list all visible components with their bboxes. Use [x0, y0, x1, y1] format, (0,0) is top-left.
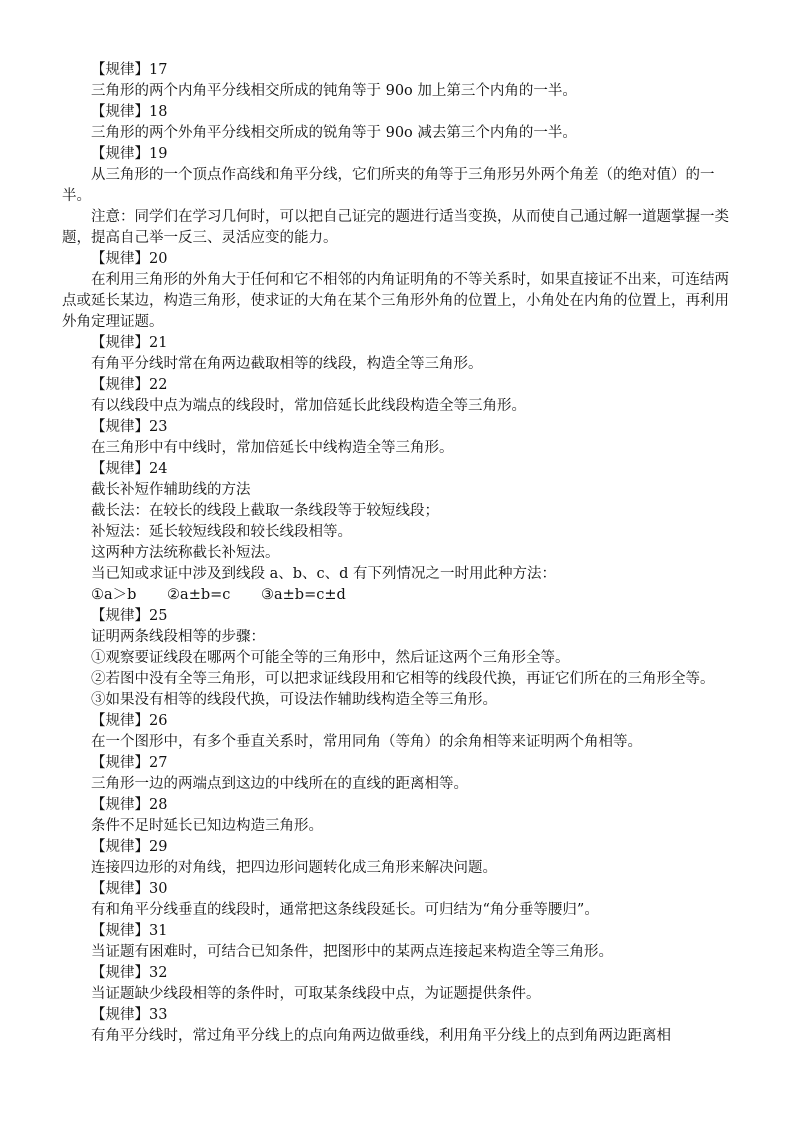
rule-28-text: 条件不足时延长已知边构造三角形。: [91, 818, 323, 834]
rule-22-text: 有以线段中点为端点的线段时，常加倍延长此线段构造全等三角形。: [91, 398, 526, 414]
rule-26-text: 在一个图形中，有多个垂直关系时，常用同角（等角）的余角相等来证明两个角相等。: [91, 734, 642, 750]
rule-19-heading: 【规律】19: [91, 146, 168, 162]
rule-23-text: 在三角形中有中线时，常加倍延长中线构造全等三角形。: [91, 440, 454, 456]
rule-24-text-2: 截长法：在较长的线段上截取一条线段等于较短线段；: [91, 503, 439, 519]
rule-24-option-2: ②a±b=c: [167, 587, 231, 603]
document-body: [62, 60, 738, 1047]
rule-25-text-2: ①观察要证线段在哪两个可能全等的三角形中，然后证这两个三角形全等。: [91, 650, 570, 666]
rule-21-text: 有角平分线时常在角两边截取相等的线段，构造全等三角形。: [91, 356, 483, 372]
rule-29-heading: 【规律】29: [91, 839, 168, 855]
rule-24-text-4: 这两种方法统称截长补短法。: [91, 545, 280, 561]
rule-29-text: 连接四边形的对角线，把四边形问题转化成三角形来解决问题。: [91, 860, 497, 876]
rule-22-heading: 【规律】22: [91, 377, 168, 393]
rule-30-text: 有和角平分线垂直的线段时，通常把这条线段延长。可归结为“角分垂等腰归”。: [91, 902, 599, 918]
rule-25-text-3: ②若图中没有全等三角形，可以把求证线段用和它相等的线段代换，再证它们所在的三角形全等。: [91, 671, 715, 687]
rule-20-text: 在利用三角形的外角大于任何和它不相邻的内角证明角的不等关系时，如果直接证不出来，可连结两点或延长某边，构造三角形，使求证的大角在某个三角形外角的位置上，小角处在内角的位置上，再利用外角定理证题。: [62, 272, 729, 330]
rule-17-text: 三角形的两个内角平分线相交所成的钝角等于 90o 加上第三个内角的一半。: [91, 83, 577, 99]
rule-24-text-5: 当已知或求证中涉及到线段 a、b、c、d 有下列情况之一时用此种方法：: [91, 566, 557, 582]
rule-17-heading: 【规律】17: [91, 62, 168, 78]
rule-24-options: [62, 585, 738, 606]
rule-24-option-3: ③a±b=c±d: [261, 587, 346, 603]
rule-27-text: 三角形一边的两端点到这边的中线所在的直线的距离相等。: [91, 776, 468, 792]
rule-32-text: 当证题缺少线段相等的条件时，可取某条线段中点，为证题提供条件。: [91, 986, 541, 1002]
rule-25-text-1: 证明两条线段相等的步骤：: [91, 629, 265, 645]
rule-21-heading: 【规律】21: [91, 335, 168, 351]
rule-19-text: 从三角形的一个顶点作高线和角平分线，它们所夹的角等于三角形另外两个角差（的绝对值）的一半。: [62, 167, 715, 204]
rule-25-text-4: ③如果没有相等的线段代换，可设法作辅助线构造全等三角形。: [91, 692, 497, 708]
rule-19-note: 注意：同学们在学习几何时，可以把自己证完的题进行适当变换，从而使自己通过解一道题掌握一类题，提高自己举一反三、灵活应变的能力。: [62, 209, 729, 246]
rule-31-heading: 【规律】31: [91, 923, 168, 939]
rule-24-option-1: ①a＞b: [91, 587, 137, 603]
rule-26-heading: 【规律】26: [91, 713, 168, 729]
rule-31-text: 当证题有困难时，可结合已知条件，把图形中的某两点连接起来构造全等三角形。: [91, 944, 613, 960]
rule-32-heading: 【规律】32: [91, 965, 168, 981]
rule-33-text: 有角平分线时，常过角平分线上的点向角两边做垂线，利用角平分线上的点到角两边距离相: [91, 1028, 671, 1044]
rule-27-heading: 【规律】27: [91, 755, 168, 771]
rule-24-heading: 【规律】24: [91, 461, 168, 477]
rule-33-heading: 【规律】33: [91, 1007, 168, 1023]
rule-23-heading: 【规律】23: [91, 419, 168, 435]
rule-28-heading: 【规律】28: [91, 797, 168, 813]
rule-30-heading: 【规律】30: [91, 881, 168, 897]
rule-24-text-1: 截长补短作辅助线的方法: [91, 482, 251, 498]
rule-20-heading: 【规律】20: [91, 251, 168, 267]
rule-18-heading: 【规律】18: [91, 104, 168, 120]
rule-25-heading: 【规律】25: [91, 608, 168, 624]
rule-18-text: 三角形的两个外角平分线相交所成的锐角等于 90o 减去第三个内角的一半。: [91, 125, 577, 141]
rule-24-text-3: 补短法：延长较短线段和较长线段相等。: [91, 524, 352, 540]
